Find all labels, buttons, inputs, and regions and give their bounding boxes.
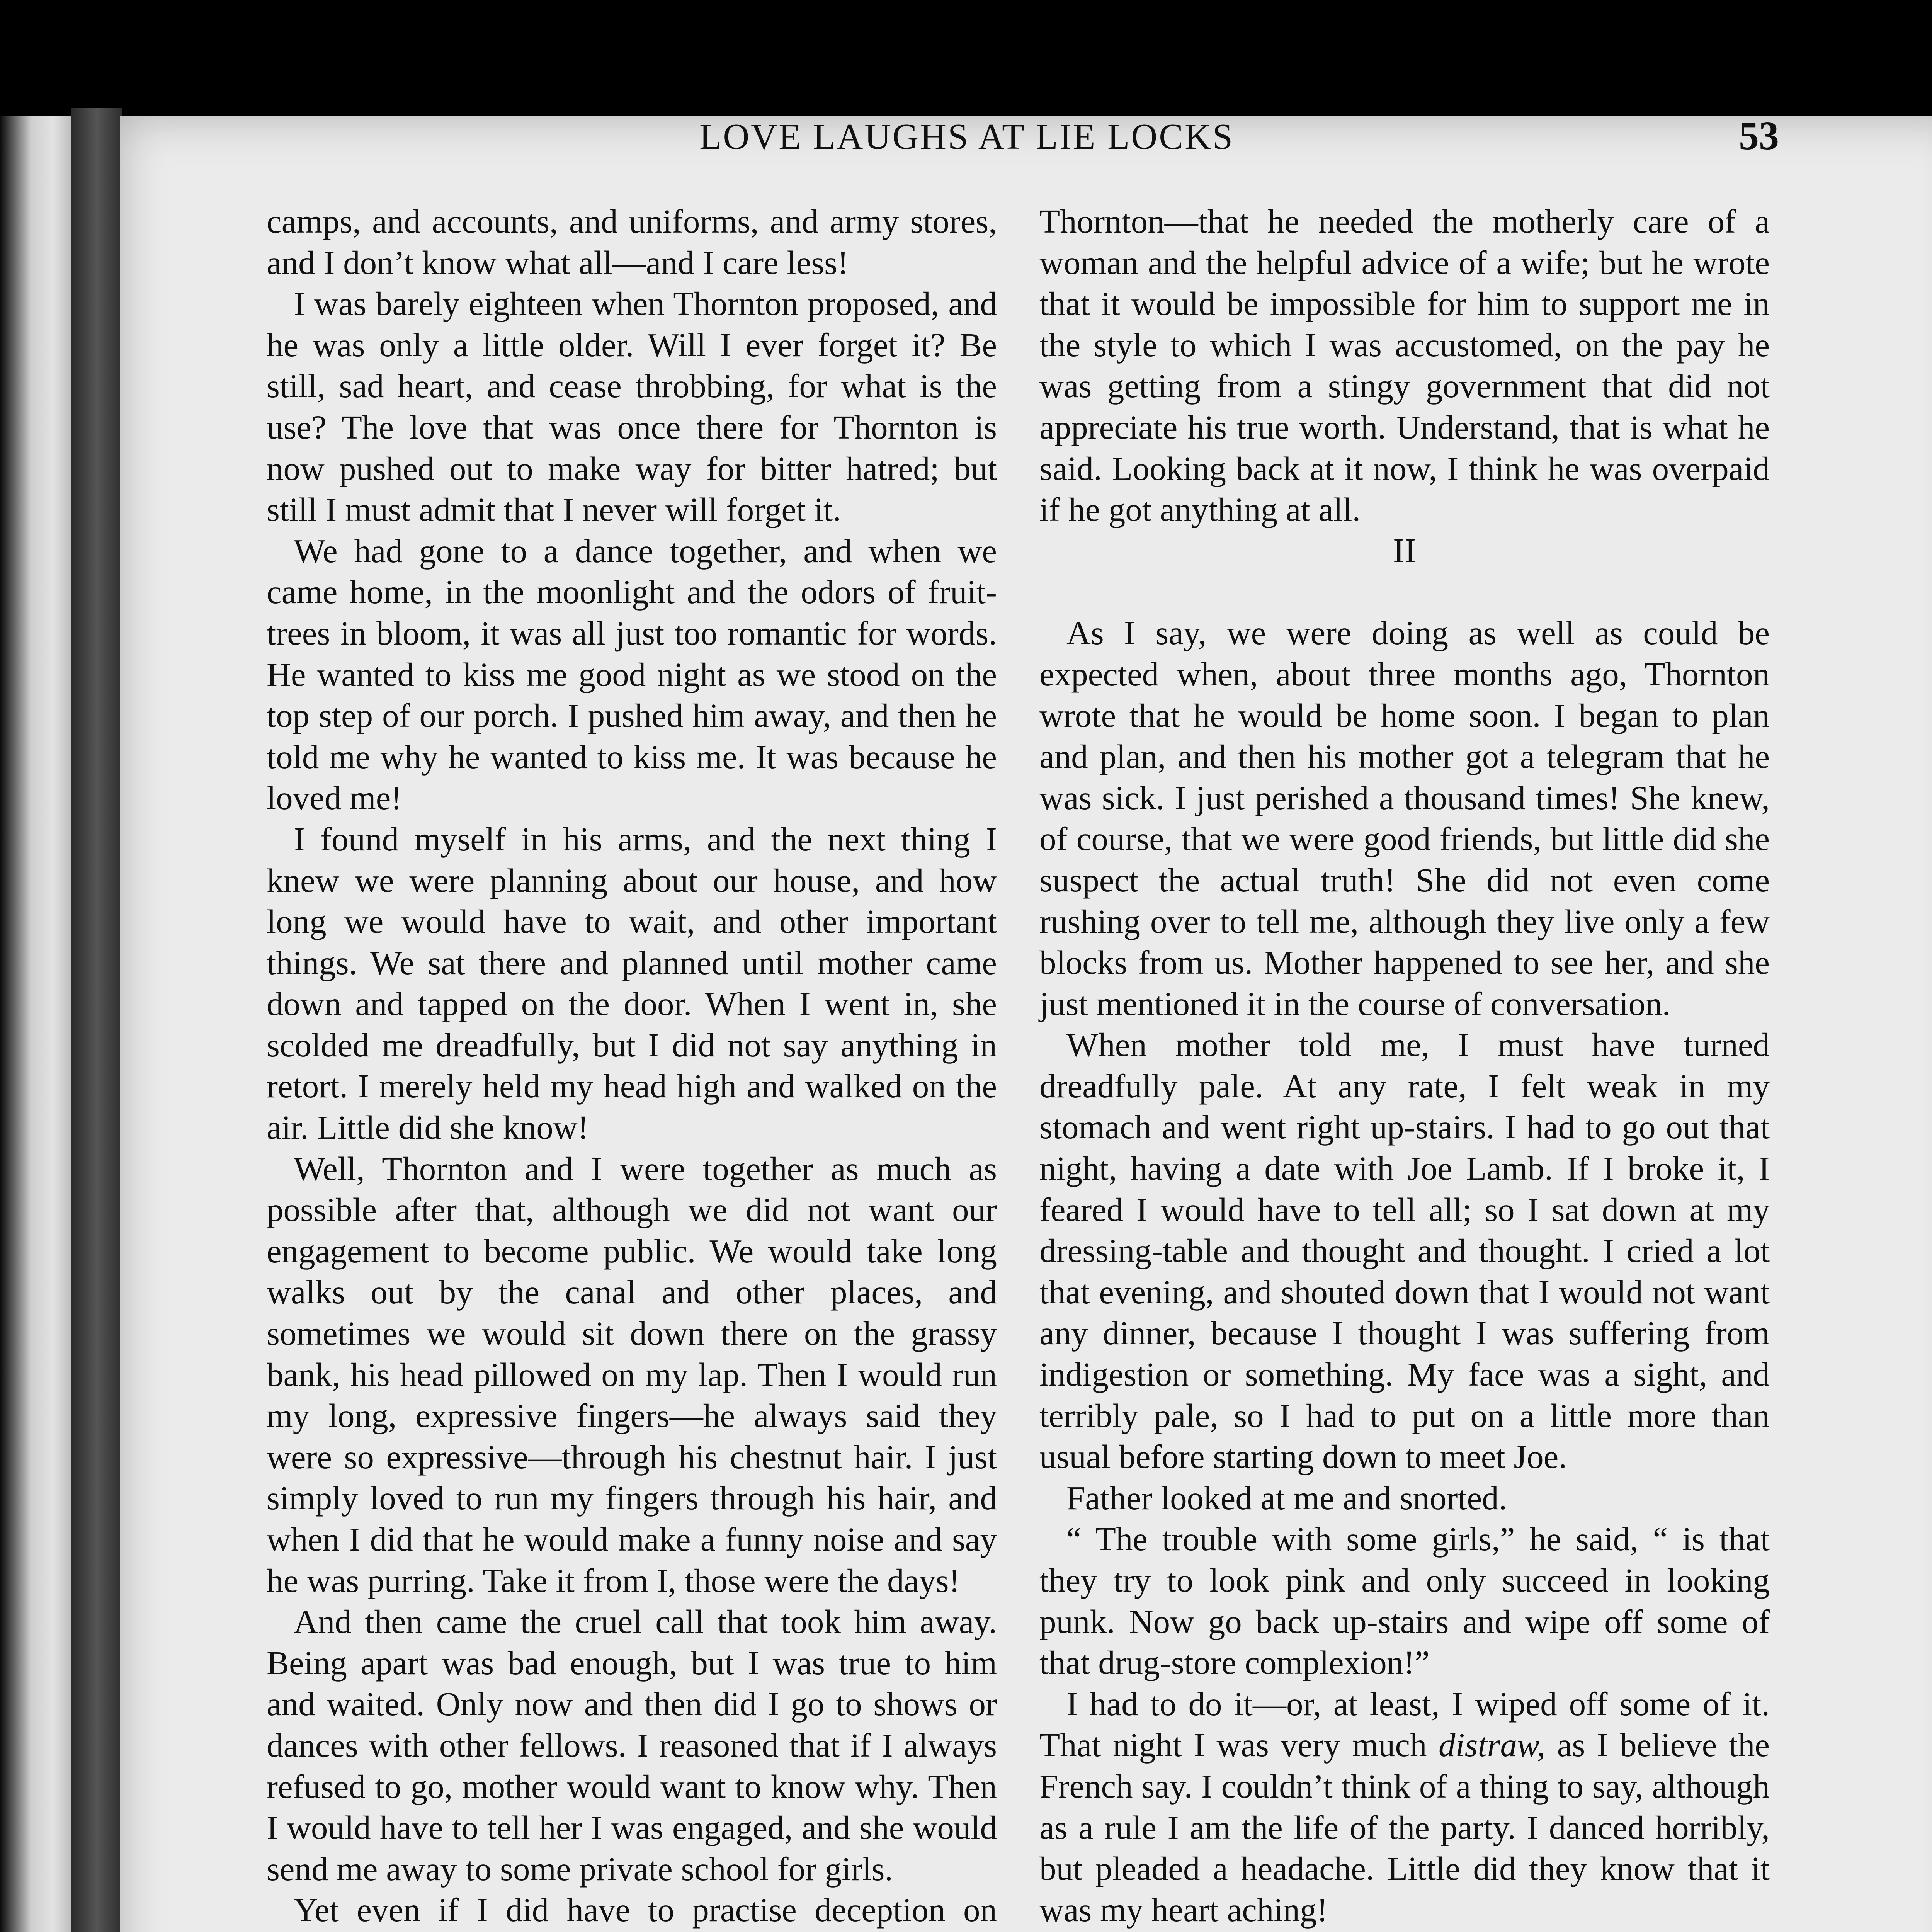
paragraph: “ The trouble with some girls,” he said, “ is that they try to look pink and only succeed in looking punk. Now go back up-stairs and wipe off some of that drug-store complexion!” [1039,1520,1770,1682]
paragraph [1039,1684,1770,1931]
page-number: 53 [1739,114,1779,158]
paragraph: Yet even if I did have to practise deception on [294,1891,997,1929]
section-heading: II [1393,531,1416,570]
paragraph: We had gone to a dance together, and when we came home, in the moonlight and the odors of fruit-trees in bloom, it was all just too romantic for words. He wanted to kiss me good night as we stood on the top step of our porch. I pushed him away, and then he told me why he wanted to kiss me. It was because he loved me! [267,532,997,817]
text-run: I had to do it—or, at least, I wiped off some of it. That night I was very much [1039,1685,1770,1764]
italic-text: distraw, [1438,1726,1546,1764]
paragraph: Thornton—that he needed the motherly care of a woman and the helpful advice of a wife; but he wrote that it would be impossible for him to support me in the style to which I was accustomed, on the pay he was getting from a stingy government that did not appreciate his true worth. Understand, that is what he said. Looking back at it now, I think he was overpaid if he got anything at all. [1039,202,1770,529]
paragraph: Father looked at me and snorted. [1066,1479,1507,1517]
right-column [1039,201,1770,1932]
book-binding [71,108,122,1932]
paragraph: As I say, we were doing as well as could be expected when, about three months ago, Thornton wrote that he would be home soon. I began to plan and plan, and then his mother got a telegram that he was sick. I just perished a thousand times! She knew, of course, that we were good friends, but little did she suspect the actual truth! She did not even come rushing over to tell me, although they live only a few blocks from us. Mother happened to see her, and she just mentioned it in the course of conversation. [1039,614,1770,1022]
paragraph: I found myself in his arms, and the next thing I knew we were planning about our house, and how long we would have to wait, and other important things. We sat there and planned until mother came down and tapped on the door. When I went in, she scolded me dreadfully, but I did not say anything in retort. I merely held my head high and walked on the air. Little did she know! [267,820,997,1146]
left-column [267,201,997,1932]
paragraph: When mother told me, I must have turned dreadfully pale. At any rate, I felt weak in my stomach and went right up-stairs. I had to go out that night, having a date with Joe Lamb. If I broke it, I feared I would have to tell all; so I sat down at my dressing-table and thought and thought. I cried a lot that evening, and shouted down that I would not want any dinner, because I thought I was suffering from indigestion or something. My face was a sight, and terribly pale, so I had to put on a little more than usual before starting down to meet Joe. [1039,1026,1770,1476]
paragraph [1039,1930,1770,1932]
running-head: LOVE LAUGHS AT LIE LOCKS [699,117,1235,157]
paragraph: I was barely eighteen when Thornton proposed, and he was only a little older. Will I ever forget it? Be still, sad heart, and cease throbbing, for what is the use? The love that was once there for Thornton is now pushed out to make way for bitter hatred; but still I must admit that I never will forget it. [267,285,997,529]
paragraph: And then came the cruel call that took him away. Being apart was bad enough, but I was true to him and waited. Only now and then did I go to shows or dances with other fellows. I reasoned that if I always refused to go, mother would want to know why. Then I would have to tell her I was engaged, and she would send me away to some private school for girls. [267,1603,997,1888]
paragraph: camps, and accounts, and uniforms, and army stores, and I don’t know what all—and I care less! [267,202,997,281]
text-run: as I believe the French say. I couldn’t think of a thing to say, although as a rule I am the life of the party. I danced horribly, but pleaded a headache. Little did they know that it was my heart aching! [1039,1726,1770,1929]
paragraph: Well, Thornton and I were together as much as possible after that, although we did not want our engagement to become public. We would take long walks out by the canal and other places, and sometimes we would sit down there on the grassy bank, his head pillowed on my lap. Then I would run my long, expressive fingers—he always said they were so expressive—through his chestnut hair. I just simply loved to run my fingers through his hair, and when I did that he would make a funny noise and say he was purring. Take it from I, those were the days! [267,1150,997,1599]
